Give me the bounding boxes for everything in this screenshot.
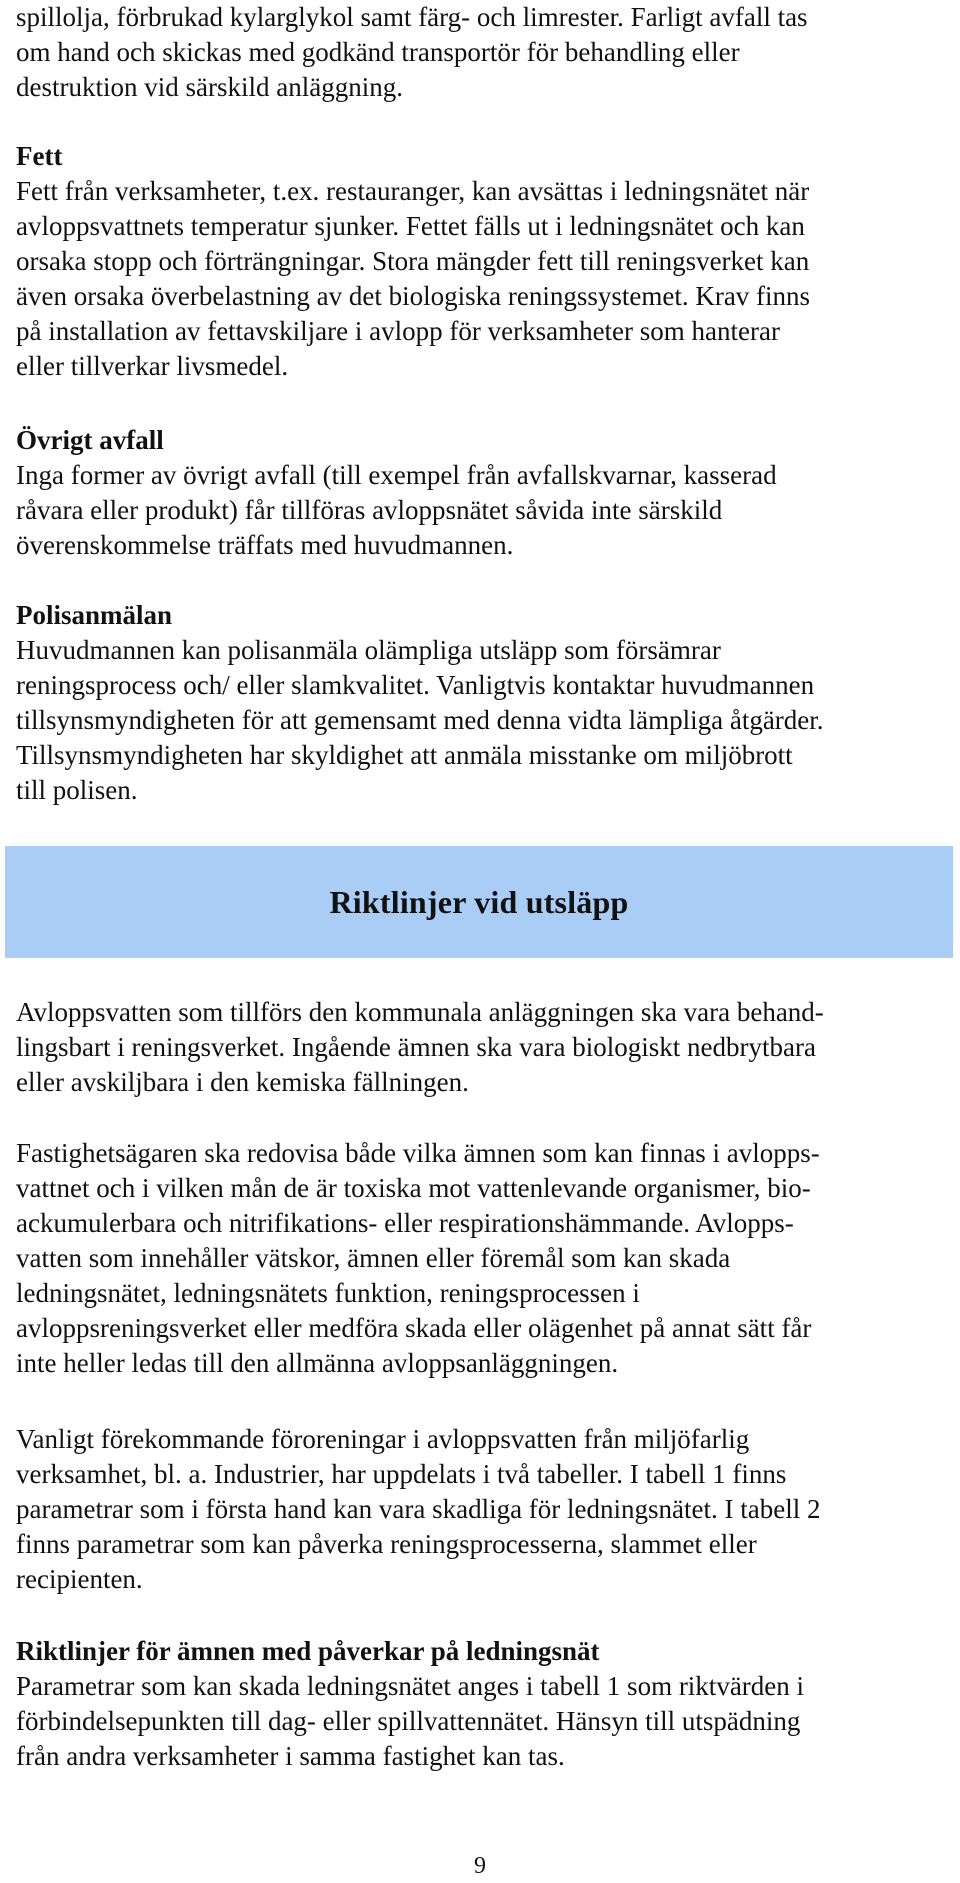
text-line: Fett från verksamheter, t.ex. restauranger, kan avsättas i ledningsnätet när <box>16 176 810 206</box>
text-line: spillolja, förbrukad kylarglykol samt färg- och limrester. Farligt avfall tas <box>16 2 808 32</box>
text-line: ledningsnätet, ledningsnätets funktion, reningsprocessen i <box>16 1278 640 1308</box>
text-line: tillsynsmyndigheten för att gemensamt med denna vidta lämpliga åtgärder. <box>16 705 824 735</box>
polisanmalan-heading: Polisanmälan <box>16 600 173 630</box>
text-line: förbindelsepunkten till dag- eller spillvattennätet. Hänsyn till utspädning <box>16 1706 801 1736</box>
text-line: även orsaka överbelastning av det biologiska reningssystemet. Krav finns <box>16 281 811 311</box>
text-line: från andra verksamheter i samma fastighet kan tas. <box>16 1741 565 1771</box>
text-line: finns parametrar som kan påverka reningsprocesserna, slammet eller <box>16 1529 757 1559</box>
text-line: Vanligt förekommande föroreningar i avloppsvatten från miljöfarlig <box>16 1424 750 1454</box>
text-line: eller avskiljbara i den kemiska fällningen. <box>16 1067 469 1097</box>
banner-title: Riktlinjer vid utsläpp <box>329 883 629 920</box>
text-line: överenskommelse träffats med huvudmannen. <box>16 530 514 560</box>
paragraph-behandlingsbart <box>16 995 944 1100</box>
ovrigt-avfall-section <box>16 423 944 563</box>
text-line: parametrar som i första hand kan vara skadliga för ledningsnätet. I tabell 2 <box>16 1494 821 1524</box>
text-line: avloppsreningsverket eller medföra skada eller olägenhet på annat sätt får <box>16 1313 812 1343</box>
text-line: råvara eller produkt) får tillföras avloppsnätet såvida inte särskild <box>16 495 723 525</box>
text-line: orsaka stopp och förträngningar. Stora mängder fett till reningsverket kan <box>16 246 810 276</box>
page-number: 9 <box>474 1853 486 1879</box>
text-line: vatten som innehåller vätskor, ämnen eller föremål som kan skada <box>16 1243 731 1273</box>
riktlinjer-ledningsnat-heading: Riktlinjer för ämnen med påverkar på ledningsnät <box>16 1636 600 1666</box>
text-line: Huvudmannen kan polisanmäla olämpliga utsläpp som försämrar <box>16 635 721 665</box>
text-line: Tillsynsmyndigheten har skyldighet att anmäla misstanke om miljöbrott <box>16 740 793 770</box>
text-line: Inga former av övrigt avfall (till exempel från avfallskvarnar, kasserad <box>16 460 777 490</box>
fett-section <box>16 139 944 384</box>
riktlinjer-ledningsnat-section <box>16 1634 944 1774</box>
text-line: Avloppsvatten som tillförs den kommunala anläggningen ska vara behand- <box>16 997 824 1027</box>
text-line: Parametrar som kan skada ledningsnätet anges i tabell 1 som riktvärden i <box>16 1671 805 1701</box>
text-line: verksamhet, bl. a. Industrier, har uppdelats i två tabeller. I tabell 1 finns <box>16 1459 787 1489</box>
section-banner <box>5 846 953 958</box>
polisanmalan-section <box>16 598 944 808</box>
text-line: avloppsvattnets temperatur sjunker. Fettet fälls ut i ledningsnätet och kan <box>16 211 805 241</box>
text-line: Fastighetsägaren ska redovisa både vilka ämnen som kan finnas i avlopps- <box>16 1138 820 1168</box>
text-line: recipienten. <box>16 1564 143 1594</box>
text-line: inte heller ledas till den allmänna avloppsanläggningen. <box>16 1348 619 1378</box>
intro-paragraph <box>16 0 944 105</box>
paragraph-fororeningar <box>16 1422 944 1597</box>
text-line: på installation av fettavskiljare i avlopp för verksamheter som hanterar <box>16 316 780 346</box>
text-line: reningsprocess och/ eller slamkvalitet. Vanligtvis kontaktar huvudmannen <box>16 670 815 700</box>
text-line: vattnet och i vilken mån de är toxiska mot vattenlevande organismer, bio- <box>16 1173 811 1203</box>
text-line: eller tillverkar livsmedel. <box>16 351 289 381</box>
text-line: lingsbart i reningsverket. Ingående ämnen ska vara biologiskt nedbrytbara <box>16 1032 816 1062</box>
text-line: destruktion vid särskild anläggning. <box>16 72 403 102</box>
paragraph-fastighetsagaren <box>16 1136 944 1381</box>
fett-heading: Fett <box>16 141 63 171</box>
text-line: ackumulerbara och nitrifikations- eller respirationshämmande. Avlopps- <box>16 1208 794 1238</box>
text-line: till polisen. <box>16 775 138 805</box>
ovrigt-avfall-heading: Övrigt avfall <box>16 425 164 455</box>
text-line: om hand och skickas med godkänd transportör för behandling eller <box>16 37 740 67</box>
